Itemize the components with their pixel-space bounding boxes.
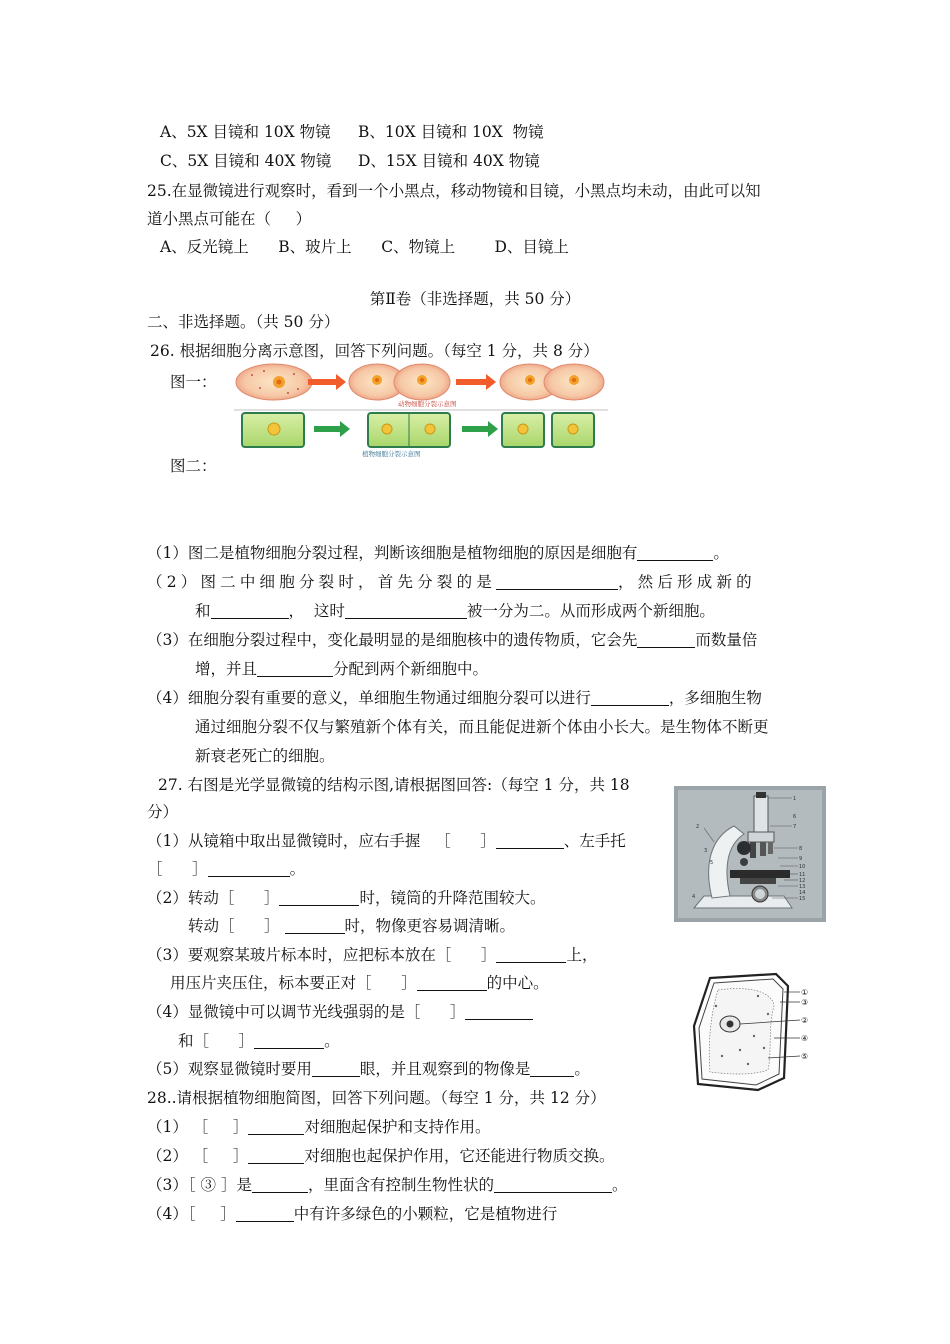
q28-sub4: （4）［ ］ 中有许多绿色的小颗粒，它是植物进行 bbox=[147, 1205, 558, 1223]
animal-division-caption: 动物细胞分裂示意图 bbox=[398, 400, 457, 408]
q26-sub2-line2: 和 ， 这时 被一分为二。从而形成两个新细胞。 bbox=[195, 602, 715, 620]
q25-stem-line2: 道小黑点可能在（ ） bbox=[147, 210, 312, 228]
figure2-label: 图二： bbox=[170, 457, 217, 475]
q27-sub2-line1: （2）转动［ ］ 时，镜筒的升降范围较大。 bbox=[147, 889, 546, 907]
q26-stem: 26. 根据细胞分离示意图，回答下列问题。（每空 1 分，共 8 分） bbox=[150, 342, 599, 360]
q28-sub1: （1） ［ ］ 对细胞起保护和支持作用。 bbox=[147, 1118, 491, 1136]
cell-label: ④ bbox=[801, 1034, 809, 1043]
q27-sub4-line1: （4）显微镜中可以调节光线强弱的是［ ］ bbox=[147, 1001, 533, 1023]
answer-blank[interactable] bbox=[494, 1176, 612, 1193]
plant-cell-division-row bbox=[234, 409, 608, 447]
mic-number: 4 bbox=[692, 894, 696, 900]
mic-number: 8 bbox=[799, 846, 803, 852]
answer-blank[interactable] bbox=[496, 946, 566, 963]
q24-option-d: D、15X 目镜和 40X 物镜 bbox=[358, 152, 540, 170]
mic-number: 5 bbox=[710, 860, 714, 866]
cell-label: ② bbox=[801, 1016, 809, 1025]
mic-number: 14 bbox=[799, 890, 806, 896]
answer-blank[interactable] bbox=[417, 974, 487, 991]
mic-number: 15 bbox=[799, 896, 806, 902]
cell-division-figure bbox=[234, 363, 608, 459]
q24-option-b: B、10X 目镜和 10X 物镜 bbox=[358, 123, 544, 141]
plant-division-caption: 植物细胞分裂示意图 bbox=[362, 450, 421, 458]
q26-sub3-line1: （3）在细胞分裂过程中，变化最明显的是细胞核中的遗传物质，它会先 而数量倍 bbox=[147, 631, 758, 649]
answer-blank[interactable] bbox=[345, 602, 467, 619]
q26-sub4-line1: （4）细胞分裂有重要的意义，单细胞生物通过细胞分裂可以进行 ，多细胞生物 bbox=[147, 689, 762, 707]
answer-blank[interactable] bbox=[496, 832, 564, 849]
mic-number: 6 bbox=[793, 814, 797, 820]
q26-sub2-line1: （2）图二中细胞分裂时，首先分裂的是 ，然后形成新的 bbox=[147, 573, 756, 591]
q26-sub3-line2: 增，并且 分配到两个新细胞中。 bbox=[195, 660, 489, 678]
animal-cell-division-row bbox=[236, 364, 604, 400]
cell-label: ① bbox=[801, 988, 809, 997]
figure1-label: 图一： bbox=[170, 373, 217, 391]
q28-sub3: （3）［ ③ ］是 ，里面含有控制生物性状的 。 bbox=[147, 1176, 628, 1194]
q27-sub1-line2: ［ ］ 。 bbox=[147, 860, 306, 878]
mic-number: 3 bbox=[704, 848, 708, 854]
mic-number: 10 bbox=[799, 864, 806, 870]
q26-sub4-line3: 新衰老死亡的细胞。 bbox=[195, 747, 335, 765]
q25-options: A、反光镜上 B、玻片上 C、物镜上 D、目镜上 bbox=[160, 238, 569, 256]
mic-number: 11 bbox=[799, 872, 806, 878]
mic-number: 2 bbox=[696, 824, 700, 830]
answer-blank[interactable] bbox=[236, 1205, 294, 1222]
part2-heading: 二、非选择题。（共 50 分） bbox=[147, 313, 340, 331]
answer-blank[interactable] bbox=[248, 1118, 304, 1135]
answer-blank[interactable] bbox=[279, 889, 359, 906]
plant-cell-figure bbox=[688, 966, 820, 1096]
q27-sub3-line1: （3）要观察某玻片标本时，应把标本放在［ ］ 上， bbox=[147, 946, 598, 964]
q27-stem-line1: 27. 右图是光学显微镜的结构示图,请根据图回答:（每空 1 分，共 18 bbox=[158, 776, 630, 794]
q27-sub1-line1: （1）从镜箱中取出显微镜时，应右手握 ［ ］ 、左手托 bbox=[147, 832, 626, 850]
q27-sub5: （5）观察显微镜时要用 眼，并且观察到的物像是 。 bbox=[147, 1060, 590, 1078]
q27-stem-line2: 分） bbox=[147, 803, 179, 821]
mic-number: 1 bbox=[793, 796, 797, 802]
part2-title: 第Ⅱ卷（非选择题，共 50 分） bbox=[369, 290, 581, 308]
answer-blank[interactable] bbox=[530, 1060, 574, 1077]
answer-blank[interactable] bbox=[637, 631, 695, 648]
mic-number: 9 bbox=[799, 856, 803, 862]
answer-blank[interactable] bbox=[591, 689, 669, 706]
q24-option-a: A、5X 目镜和 10X 物镜 bbox=[160, 123, 331, 141]
answer-blank[interactable] bbox=[211, 602, 289, 619]
mic-number: 7 bbox=[793, 824, 797, 830]
cell-label: ⑤ bbox=[801, 1052, 809, 1061]
answer-blank[interactable] bbox=[208, 860, 290, 877]
answer-blank[interactable] bbox=[312, 1060, 360, 1077]
q26-sub1: （1）图二是植物细胞分裂过程，判断该细胞是植物细胞的原因是细胞有 。 bbox=[147, 544, 729, 562]
q28-stem: 28..请根据植物细胞简图，回答下列问题。（每空 1 分，共 12 分） bbox=[147, 1089, 606, 1107]
q27-sub2-line2: 转动［ ］ 时，物像更容易调清晰。 bbox=[188, 917, 516, 935]
answer-blank[interactable] bbox=[285, 917, 345, 934]
cell-label: ③ bbox=[801, 998, 809, 1007]
answer-blank[interactable] bbox=[465, 1003, 533, 1020]
q27-sub4-line2: 和［ ］ 。 bbox=[178, 1032, 340, 1050]
microscope-figure bbox=[674, 786, 826, 922]
answer-blank[interactable] bbox=[637, 544, 713, 561]
answer-blank[interactable] bbox=[252, 1176, 308, 1193]
q28-sub2: （2） ［ ］ 对细胞也起保护作用，它还能进行物质交换。 bbox=[147, 1147, 615, 1165]
q27-sub3-line2: 用压片夹压住，标本要正对［ ］ 的中心。 bbox=[170, 974, 549, 992]
q25-stem-line1: 25.在显微镜进行观察时，看到一个小黑点，移动物镜和目镜，小黑点均未动，由此可以知 bbox=[147, 182, 761, 200]
answer-blank[interactable] bbox=[496, 573, 618, 590]
mic-number: 12 bbox=[799, 878, 806, 884]
q24-option-c: C、5X 目镜和 40X 物镜 bbox=[160, 152, 332, 170]
answer-blank[interactable] bbox=[248, 1147, 304, 1164]
q26-sub4-line2: 通过细胞分裂不仅与繁殖新个体有关，而且能促进新个体由小长大。是生物体不断更 bbox=[195, 718, 769, 736]
answer-blank[interactable] bbox=[257, 660, 333, 677]
answer-blank[interactable] bbox=[254, 1032, 324, 1049]
mic-number: 13 bbox=[799, 884, 806, 890]
